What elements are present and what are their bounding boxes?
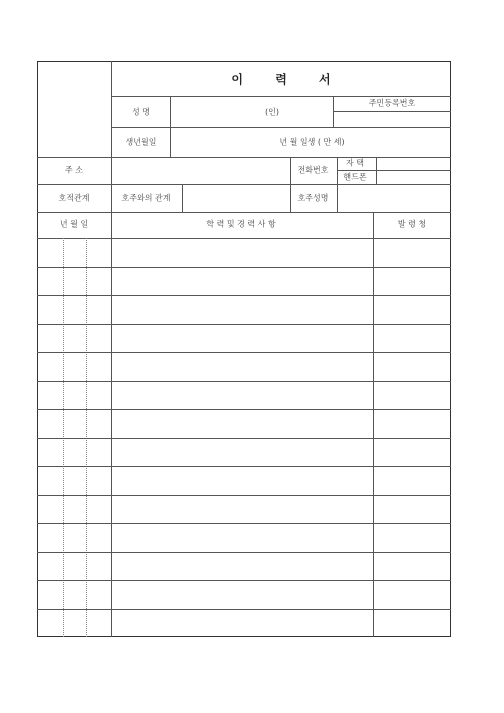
history-row-line xyxy=(37,523,451,524)
resident-mid-line xyxy=(333,111,451,112)
seal-mark: (인) xyxy=(265,107,279,117)
history-row-line xyxy=(37,409,451,410)
phone-label: 전화번호 xyxy=(297,165,329,175)
history-row-line xyxy=(37,495,451,496)
address-row-bottom-line xyxy=(37,184,451,185)
family-relation-label: 호적관계 xyxy=(58,193,90,203)
history-row-line xyxy=(37,466,451,467)
left-column-divider xyxy=(111,157,112,637)
history-row-line xyxy=(37,552,451,553)
issuer-column-header: 발 령 청 xyxy=(397,219,427,229)
head-name-label: 호주성명 xyxy=(297,193,329,203)
history-row-line xyxy=(37,580,451,581)
family-row-bottom-line xyxy=(37,212,451,213)
relation-divider xyxy=(182,184,183,212)
form-border xyxy=(37,61,451,637)
history-row-line xyxy=(37,609,451,610)
home-phone-label: 자 택 xyxy=(346,158,364,168)
history-row-line xyxy=(37,324,451,325)
history-row-line xyxy=(37,438,451,439)
history-row-line xyxy=(37,267,451,268)
relation-to-head-label: 호주와의 관계 xyxy=(121,193,171,203)
birth-date-label: 생년월일 xyxy=(125,137,157,147)
history-row-line xyxy=(37,381,451,382)
mobile-phone-label: 핸드폰 xyxy=(343,172,367,182)
form-title: 이 력 서 xyxy=(231,72,345,87)
history-column-header: 학 력 및 경 력 사 항 xyxy=(206,219,276,229)
date-column-header: 년 월 일 xyxy=(59,219,89,229)
resident-number-label: 주민등록번호 xyxy=(368,98,416,108)
address-label: 주 소 xyxy=(65,165,83,175)
history-row-line xyxy=(37,295,451,296)
history-header-bottom-line xyxy=(37,238,451,239)
photo-divider xyxy=(111,61,112,157)
name-row-bottom-line xyxy=(111,127,451,128)
birth-date-value: 년 월 일생 ( 만 세) xyxy=(279,137,345,147)
birth-row-bottom-line xyxy=(37,157,451,158)
name-label: 성 명 xyxy=(132,107,150,117)
history-row-line xyxy=(37,352,451,353)
issuer-column-divider xyxy=(373,212,374,637)
